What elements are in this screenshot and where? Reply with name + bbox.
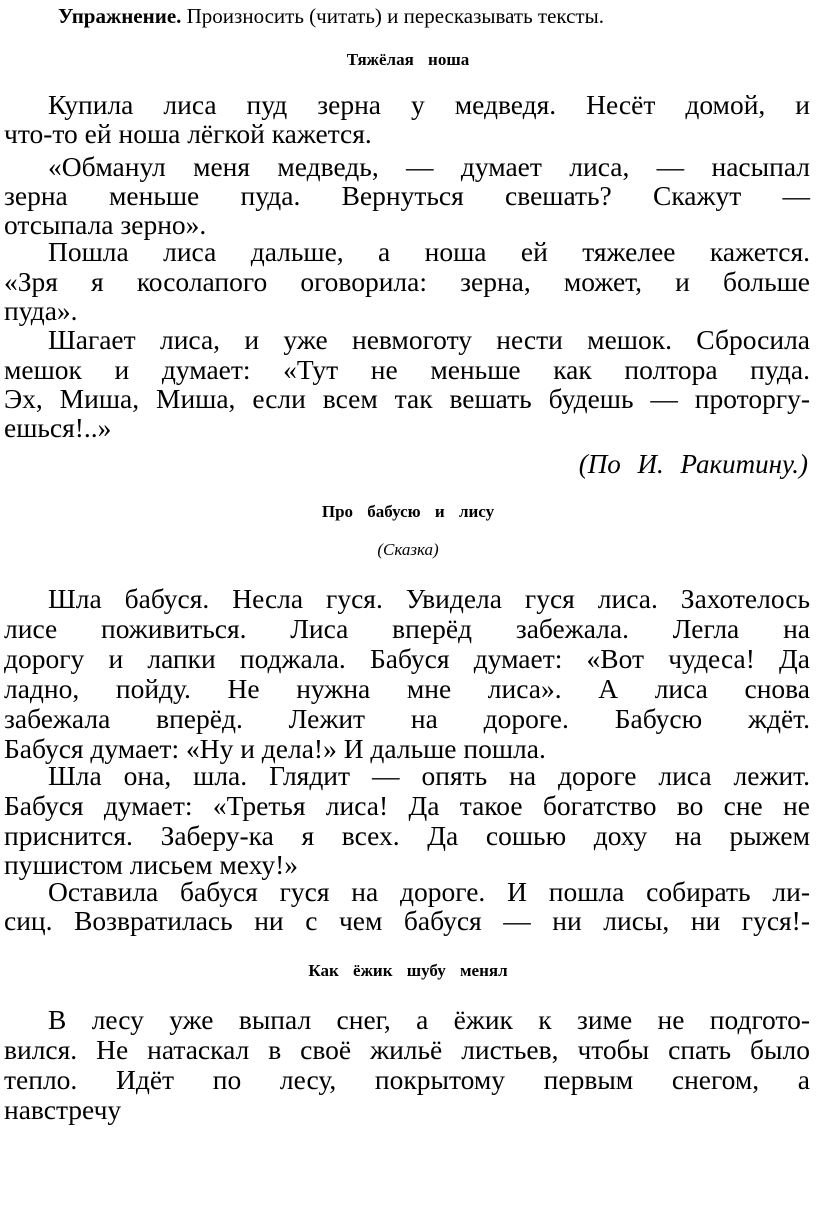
story2-subtitle: (Сказка) — [377, 540, 439, 559]
story3-line: навстречу — [4, 1094, 122, 1125]
story1-line: Шагает лиса, и уже невмоготу нести мешок. Сбросила — [48, 324, 810, 355]
story1-title: Тяжёлая ноша — [346, 50, 470, 69]
story2-line: приснится. Заберу-ка я всех. Да сошью доху на рыжем — [4, 820, 810, 851]
story1-line: «Обманул меня медведь, — думает лиса, — насыпал — [48, 151, 810, 182]
story2-line: Шла она, шла. Глядит — опять на дороге лиса лежит. — [48, 760, 810, 791]
story3-line: вился. Не натаскал в своё жильё листьев, чтобы спать было — [4, 1034, 810, 1065]
exercise-text: Произносить (читать) и пересказывать тексты. — [181, 4, 604, 28]
story2-line: забежала вперёд. Лежит на дороге. Бабусю ждёт. — [4, 703, 810, 734]
story1-line: ешься!..» — [4, 412, 112, 443]
story1-author: (По И. Ракитину.) — [578, 449, 808, 479]
story2-line: Шла бабуся. Несла гуся. Увидела гуся лиса. Захотелось — [48, 583, 810, 614]
story2-line: Бабуся думает: «Третья лиса! Да такое богатство во сне не — [4, 790, 810, 821]
story1-line: мешок и думает: «Тут не меньше как полтора пуда. — [4, 354, 810, 385]
story3-title: Как ёжик шубу менял — [308, 961, 508, 980]
story1-line: Пошла лиса дальше, а ноша ей тяжелее кажется. — [48, 236, 810, 267]
story2-line: ладно, пойду. Не нужна мне лиса». А лиса снова — [4, 673, 810, 704]
story3-line: тепло. Идёт по лесу, покрытому первым снегом, а — [4, 1064, 810, 1095]
story1-line: Эх, Миша, Миша, если всем так вешать будешь — проторгу- — [4, 383, 810, 414]
story2-line: дорогу и лапки поджала. Бабуся думает: «Вот чудеса! Да — [4, 643, 810, 674]
exercise-instruction — [58, 4, 604, 29]
story2-line: сиц. Возвратилась ни с чем бабуся — ни лисы, ни гуся!- — [4, 905, 810, 936]
story2-line: лисе поживиться. Лиса вперёд забежала. Легла на — [4, 613, 810, 644]
story1-line: пуда». — [4, 295, 78, 326]
exercise-label: Упражнение. — [58, 4, 182, 28]
story2-line: Бабуся думает: «Ну и дела!» И дальше пошла. — [4, 733, 546, 764]
story2-line: пушистом лисьем меху!» — [4, 849, 299, 880]
story1-line: зерна меньше пуда. Вернуться свешать? Скажут — — [4, 180, 810, 211]
story1-line: «Зря я косолапого оговорила: зерна, может, и больше — [4, 266, 810, 297]
story2-title: Про бабусю и лису — [321, 502, 495, 521]
story3-line: В лесу уже выпал снег, а ёжик к зиме не подгото- — [48, 1004, 810, 1035]
story1-line: Купила лиса пуд зерна у медведя. Несёт домой, и — [48, 89, 810, 120]
story2-line: Оставила бабуся гуся на дороге. И пошла собирать ли- — [48, 876, 810, 907]
story1-line: что-то ей ноша лёгкой кажется. — [4, 118, 372, 149]
story1-line: отсыпала зерно». — [4, 209, 207, 240]
